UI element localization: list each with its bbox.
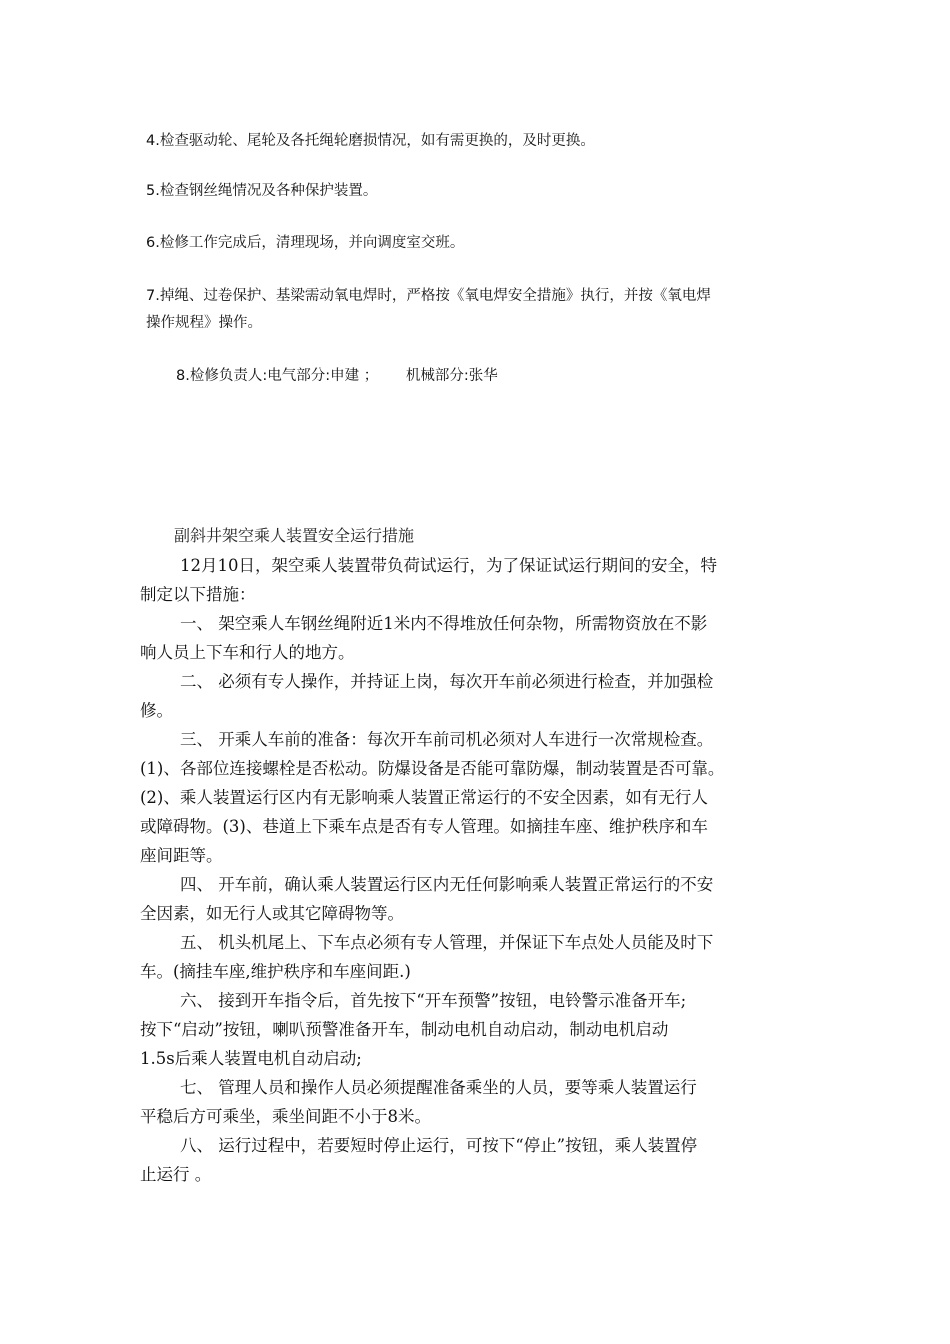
measure-8-line-2: 止运行 。: [140, 1165, 212, 1184]
item-8-responsible: 8.检修负责人:电气部分:申建 ； 机械部分:张华: [176, 368, 498, 384]
document-body: [140, 551, 820, 1189]
document-title: 副斜井架空乘人装置安全运行措施: [174, 526, 415, 545]
measure-1-line-2: 响人员上下车和行人的地方。: [140, 643, 355, 662]
item-5-text: 5.检查钢丝绳情况及各种保护装置。: [146, 183, 378, 199]
measure-3-line-5: 座间距等。: [140, 846, 223, 865]
measure-7-line-2: 平稳后方可乘坐，乘坐间距不小于8米。: [140, 1107, 431, 1126]
measure-2-line-2: 修。: [140, 701, 173, 720]
measure-3-line-3: (2)、乘人装置运行区内有无影响乘人装置正常运行的不安全因素，如有无行人: [140, 788, 708, 807]
item-4-text: 4.检查驱动轮、尾轮及各托绳轮磨损情况，如有需更换的，及时更换。: [146, 133, 595, 149]
measure-7-line-1: 七、 管理人员和操作人员必须提醒准备乘坐的人员，要等乘人装置运行: [180, 1078, 697, 1097]
item-6-text: 6.检修工作完成后，清理现场，并向调度室交班。: [146, 235, 465, 251]
measure-6-line-2: 按下“启动”按钮，喇叭预警准备开车，制动电机自动启动，制动电机启动: [140, 1020, 669, 1039]
item-7-line-2: 操作规程》操作。: [146, 315, 262, 331]
intro-line-1: 12月10日，架空乘人装置带负荷试运行，为了保证试运行期间的安全，特: [180, 556, 717, 575]
measure-8-line-1: 八、 运行过程中，若要短时停止运行，可按下“停止”按钮，乘人装置停: [180, 1136, 698, 1155]
intro-line-2: 制定以下措施：: [140, 585, 256, 604]
measure-5-line-1: 五、 机头机尾上、下车点必须有专人管理，并保证下车点处人员能及时下: [180, 933, 714, 952]
measure-3-line-1: 三、 开乘人车前的准备：每次开车前司机必须对人车进行一次常规检查。: [180, 730, 714, 749]
measure-2-line-1: 二、 必须有专人操作，并持证上岗，每次开车前必须进行检查，并加强检: [180, 672, 714, 691]
measure-3-line-4: 或障碍物。(3)、巷道上下乘车点是否有专人管理。如摘挂车座、维护秩序和车: [140, 817, 708, 836]
measure-4-line-1: 四、 开车前，确认乘人装置运行区内无任何影响乘人装置正常运行的不安: [180, 875, 714, 894]
measure-4-line-2: 全因素，如无行人或其它障碍物等。: [140, 904, 404, 923]
item-7-line-1: 7.掉绳、过卷保护、基梁需动氧电焊时，严格按《氧电焊安全措施》执行，并按《氧电焊: [146, 288, 711, 304]
measure-1-line-1: 一、 架空乘人车钢丝绳附近1米内不得堆放任何杂物，所需物资放在不影: [180, 614, 708, 633]
measure-3-line-2: (1)、各部位连接螺栓是否松动。防爆设备是否能可靠防爆，制动装置是否可靠。: [140, 759, 725, 778]
measure-6-line-1: 六、 接到开车指令后，首先按下“开车预警”按钮，电铃警示准备开车;: [180, 991, 687, 1010]
measure-6-line-3: 1.5s后乘人装置电机自动启动;: [140, 1049, 362, 1068]
measure-5-line-2: 车。(摘挂车座,维护秩序和车座间距.): [140, 962, 411, 981]
